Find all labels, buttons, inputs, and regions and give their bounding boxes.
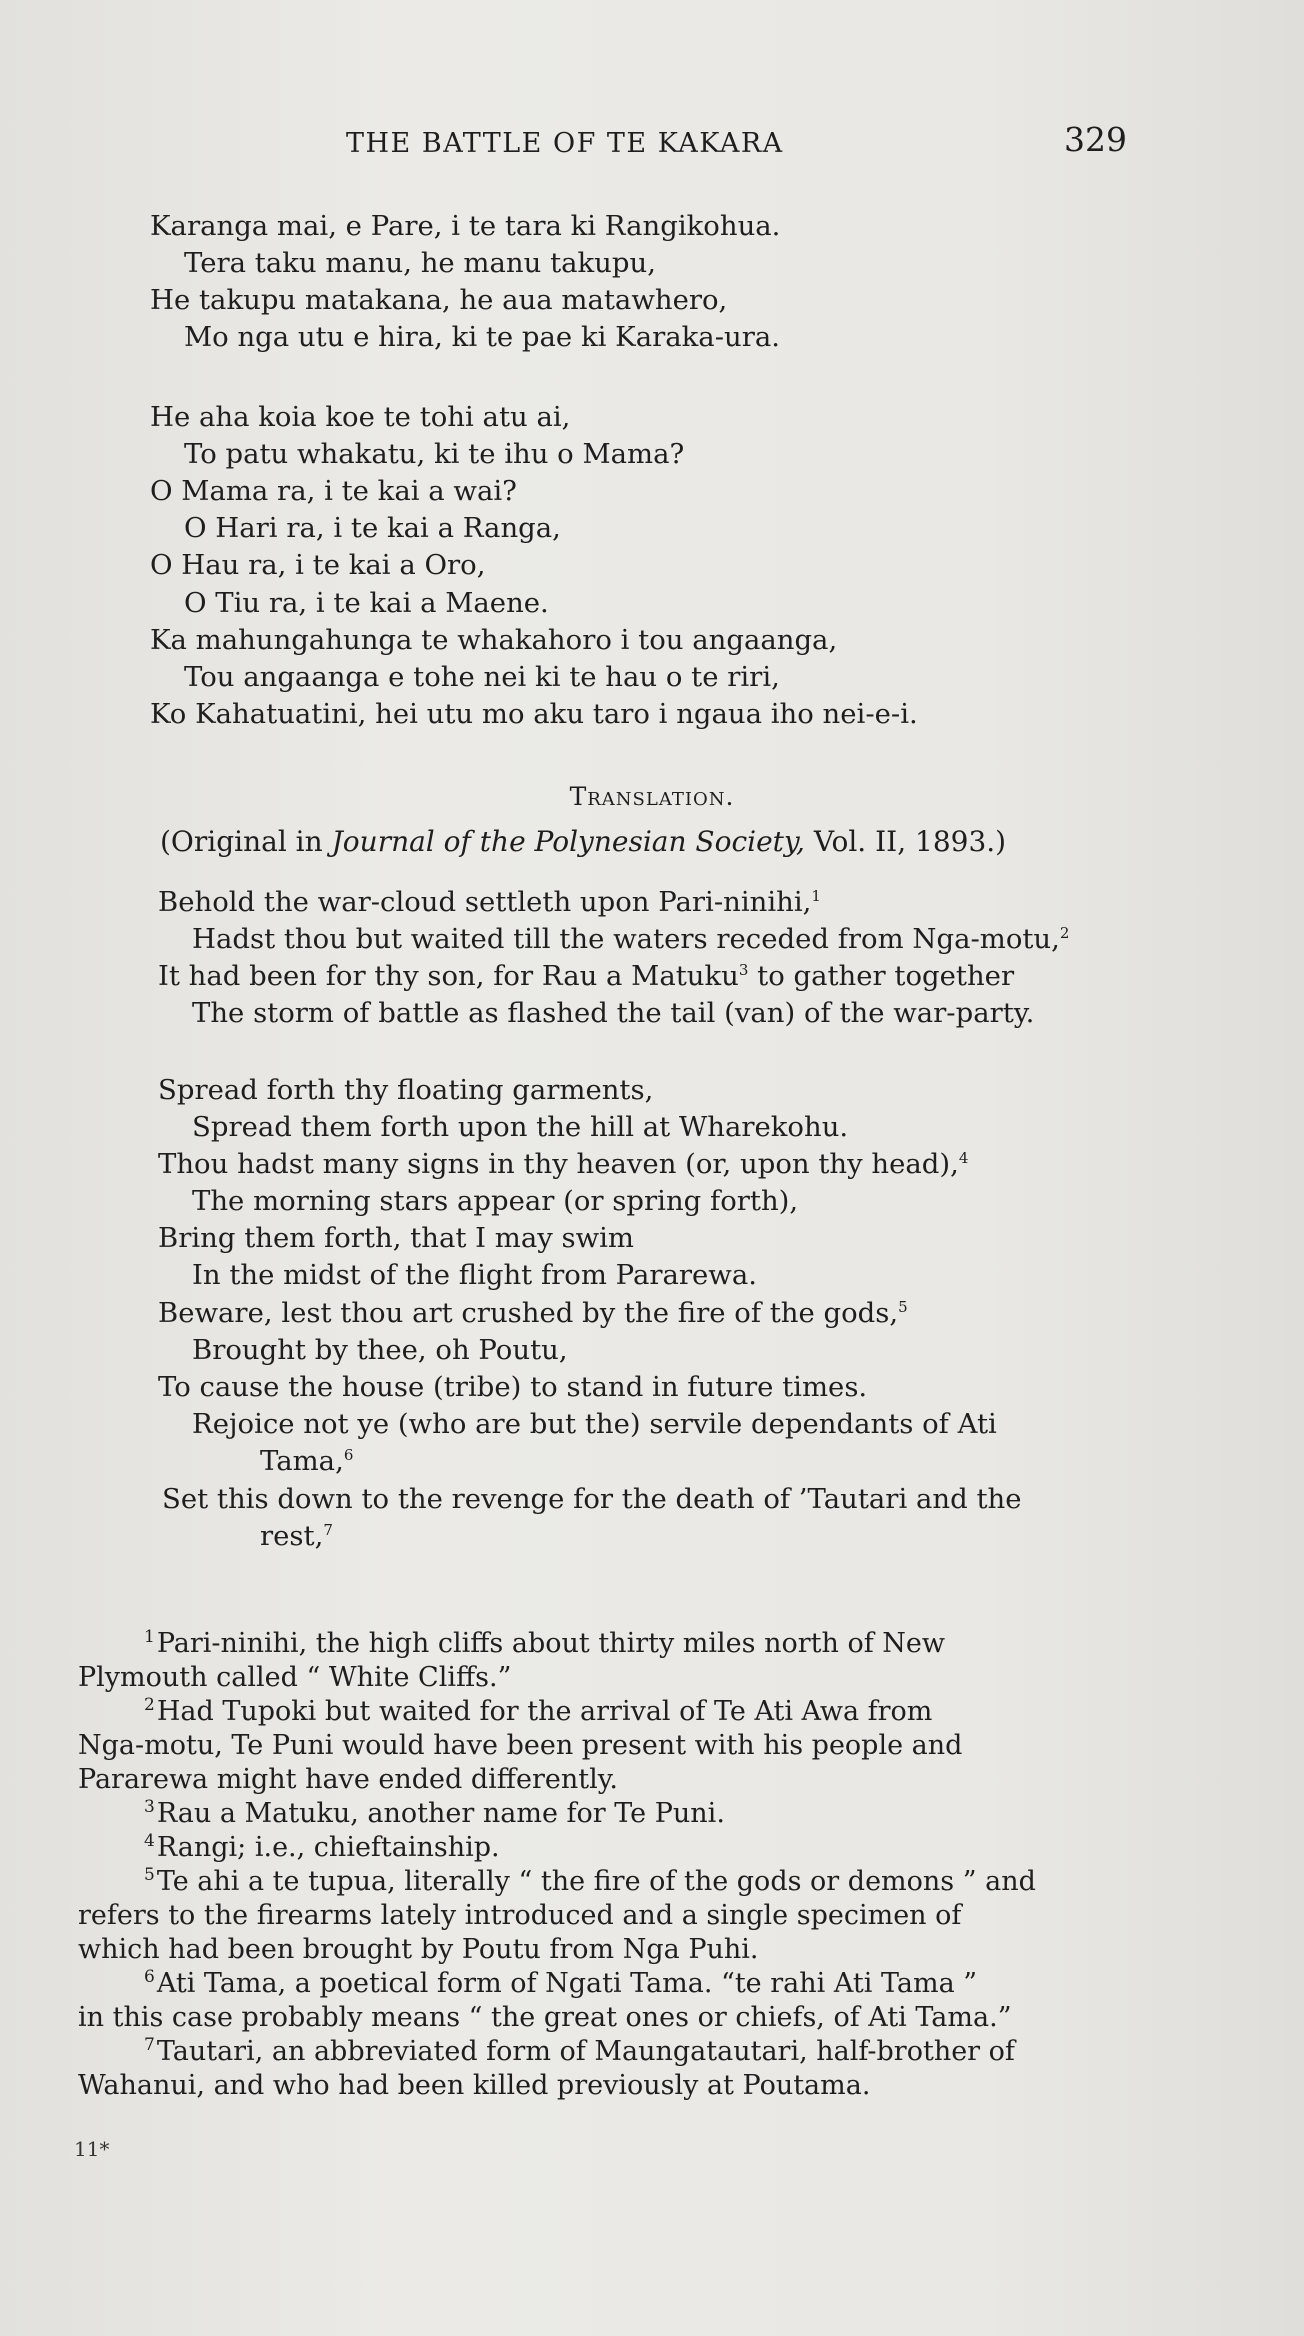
footnote: $^5$Te ahi a te tupua, literally “ the fire of the gods or demons ” and [144, 1865, 1036, 1897]
signature-mark: 11* [74, 2137, 110, 2161]
poem-line: Tou angaanga e tohe nei ki te hau o te riri, [184, 661, 780, 693]
translation-line: Behold the war-cloud settleth upon Pari-ninihi,$^1$ [158, 886, 821, 918]
footnote-number: 6 [144, 1967, 155, 1987]
footnote-ref: 5 [898, 1297, 908, 1316]
footnote: $^2$Had Tupoki but waited for the arrival of Te Ati Awa from [144, 1695, 933, 1727]
footnote-line: Nga-motu, Te Puni would have been present with his people and [78, 1730, 963, 1761]
poem-line: Ka mahungahunga te whakahoro i tou angaanga, [150, 624, 838, 656]
translation-source [160, 825, 1006, 858]
running-title: THE BATTLE OF TE KAKARA [346, 128, 784, 159]
translation-line: It had been for thy son, for Rau a Matuku$^3$ to gather together [158, 960, 1015, 992]
footnote-number: 4 [144, 1831, 155, 1851]
footnote-number: 5 [144, 1865, 155, 1885]
translation-line: rest,$^7$ [260, 1520, 333, 1552]
translation-line: In the midst of the flight from Pararewa. [192, 1259, 757, 1291]
footnote-number: 7 [144, 2035, 155, 2055]
translation-line: Rejoice not ye (who are but the) servile dependants of Ati [192, 1408, 997, 1440]
translation-line: Set this down to the revenge for the death of ’Tautari and the [162, 1483, 1022, 1515]
poem-line: Ko Kahatuatini, hei utu mo aku taro i ngaua iho nei-e-i. [150, 698, 918, 730]
poem-line: O Hau ra, i te kai a Oro, [150, 549, 486, 581]
translation-line: Thou hadst many signs in thy heaven (or, upon thy head),$^4$ [158, 1148, 969, 1180]
footnote: $^3$Rau a Matuku, another name for Te Puni. [144, 1797, 725, 1829]
footnote-line: refers to the firearms lately introduced and a single specimen of [78, 1900, 962, 1931]
poem-line: O Hari ra, i te kai a Ranga, [184, 512, 561, 544]
translation-line: To cause the house (tribe) to stand in future times. [158, 1371, 868, 1403]
footnote-number: 2 [144, 1695, 155, 1715]
footnote: $^7$Tautari, an abbreviated form of Maungatautari, half-brother of [144, 2035, 1015, 2067]
page-number: 329 [1064, 120, 1127, 159]
footnote-ref: 4 [958, 1148, 969, 1167]
footnote: $^1$Pari-ninihi, the high cliffs about thirty miles north of New [144, 1627, 946, 1659]
footnote-line: Wahanui, and who had been killed previously at Poutama. [78, 2070, 871, 2101]
translation-line: Beware, lest thou art crushed by the fire of the gods,$^5$ [158, 1297, 908, 1329]
poem-line: Mo nga utu e hira, ki te pae ki Karaka-ura. [184, 321, 780, 353]
poem-line: He aha koia koe te tohi atu ai, [150, 401, 571, 433]
translation-line: The storm of battle as flashed the tail (van) of the war-party. [192, 997, 1035, 1029]
translation-line: The morning stars appear (or spring forth), [192, 1185, 799, 1217]
footnote-line: in this case probably means “ the great ones or chiefs, of Ati Tama.” [78, 2002, 1012, 2033]
footnote: $^4$Rangi; i.e., chieftainship. [144, 1831, 500, 1863]
footnote-ref: 2 [1059, 923, 1070, 942]
footnote-line: Plymouth called “ White Cliffs.” [78, 1662, 512, 1693]
translation-line: Spread forth thy floating garments, [158, 1074, 654, 1106]
footnote-line: Pararewa might have ended differently. [78, 1764, 618, 1795]
footnote-number: 1 [144, 1627, 155, 1647]
footnote: $^6$Ati Tama, a poetical form of Ngati Tama. “te rahi Ati Tama ” [144, 1967, 978, 1999]
translation-line: Brought by thee, oh Poutu, [192, 1334, 568, 1366]
footnote-ref: 3 [738, 960, 749, 979]
footnote-line: which had been brought by Poutu from Nga Puhi. [78, 1934, 759, 1965]
footnote-ref: 7 [323, 1520, 333, 1539]
footnote-ref: 6 [343, 1445, 354, 1464]
page-header [0, 118, 1304, 168]
poem-line: O Tiu ra, i te kai a Maene. [184, 587, 549, 619]
source-journal: Journal of the Polynesian Society, [331, 825, 805, 858]
translation-heading: Translation. [569, 782, 735, 811]
poem-line: He takupu matakana, he aua matawhero, [150, 284, 728, 316]
poem-line: Tera taku manu, he manu takupu, [184, 247, 656, 279]
poem-line: To patu whakatu, ki te ihu o Mama? [184, 438, 685, 470]
footnote-ref: 1 [811, 886, 821, 905]
translation-line: Hadst thou but waited till the waters receded from Nga-motu,$^2$ [192, 923, 1070, 955]
poem-line: O Mama ra, i te kai a wai? [150, 475, 517, 507]
translation-line: Spread them forth upon the hill at Wharekohu. [192, 1111, 849, 1143]
source-prefix: (Original in [160, 825, 332, 858]
poem-line: Karanga mai, e Pare, i te tara ki Rangikohua. [150, 210, 781, 242]
source-suffix: Vol. II, 1893.) [804, 825, 1007, 858]
footnote-number: 3 [144, 1797, 155, 1817]
translation-line: Tama,$^6$ [260, 1445, 354, 1477]
translation-line: Bring them forth, that I may swim [158, 1222, 635, 1254]
